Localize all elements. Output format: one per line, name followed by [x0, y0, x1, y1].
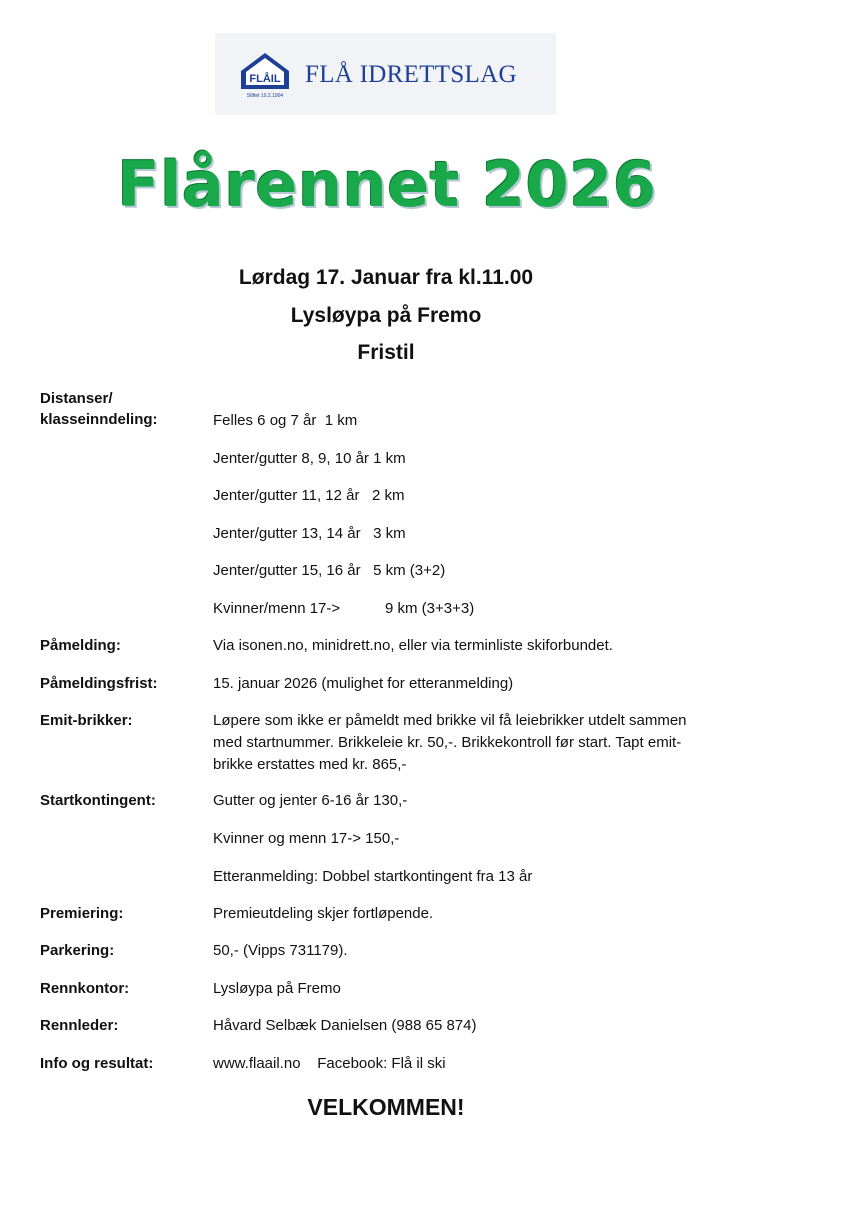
distance-km: 3 km	[373, 525, 406, 542]
distance-class: Kvinner/menn 17->	[213, 600, 341, 617]
pamelding-value: Via isonen.no, minidrett.no, eller via terminliste skiforbundet.	[213, 637, 613, 654]
distances-label-line1: Distanser/	[40, 390, 113, 407]
startkontingent-line3: Etteranmelding: Dobbel startkontingent fra 13 år	[213, 868, 533, 885]
distance-class: Felles 6 og 7 år	[213, 412, 317, 429]
distance-row	[213, 560, 445, 581]
distance-row	[213, 485, 405, 506]
facebook-link[interactable]: Facebook: Flå il ski	[317, 1055, 446, 1072]
distance-class: Jenter/gutter 15, 16 år	[213, 562, 361, 579]
distance-class: Jenter/gutter 8, 9, 10 år	[213, 450, 369, 467]
distance-km: 2 km	[372, 487, 405, 504]
founded-text: Stiftet 10.2.1904	[246, 93, 284, 99]
emit-line3: brikke erstattes med kr. 865,-	[213, 756, 407, 773]
rennleder-label: Rennleder:	[40, 1017, 119, 1034]
premiering-value: Premieutdeling skjer fortløpende.	[213, 905, 434, 922]
emit-line2: med startnummer. Brikkeleie kr. 50,-. Brikkekontroll før start. Tapt emit-	[213, 734, 682, 751]
event-title: Flårennet 2026	[117, 148, 657, 221]
distance-class: Jenter/gutter 13, 14 år	[213, 525, 361, 542]
club-name: FLÅ IDRETTSLAG	[305, 61, 517, 88]
club-emblem-icon	[237, 49, 293, 99]
emblem-text: FLÅIL	[249, 73, 281, 85]
premiering-label: Premiering:	[40, 905, 124, 922]
distance-row	[213, 410, 357, 431]
resultat-value	[213, 1053, 446, 1074]
distance-class: Jenter/gutter 11, 12 år	[213, 487, 360, 504]
event-style: Fristil	[357, 341, 415, 364]
startkontingent-line2: Kvinner og menn 17-> 150,-	[213, 830, 400, 847]
distance-row	[213, 448, 406, 469]
emit-line1: Løpere som ikke er påmeldt med brikke vil få leiebrikker utdelt sammen	[213, 712, 687, 729]
frist-value: 15. januar 2026 (mulighet for etteranmelding)	[213, 675, 514, 692]
website-link[interactable]: www.flaail.no	[213, 1055, 301, 1072]
event-date: Lørdag 17. Januar fra kl.11.00	[238, 266, 534, 289]
rennleder-value: Håvard Selbæk Danielsen (988 65 874)	[213, 1017, 477, 1034]
distance-row	[213, 523, 406, 544]
rennkontor-label: Rennkontor:	[40, 980, 130, 997]
distance-km: 9 km (3+3+3)	[385, 600, 475, 617]
distance-km: 1 km	[324, 412, 358, 429]
event-venue: Lysløypa på Fremo	[290, 304, 482, 327]
distance-row	[213, 598, 474, 619]
emit-label: Emit-brikker:	[40, 712, 133, 729]
distances-label-line2: klasseinndeling:	[40, 411, 158, 428]
resultat-label: Info og resultat:	[40, 1055, 154, 1072]
parkering-value: 50,- (Vipps 731179).	[213, 942, 348, 959]
club-logo	[215, 33, 556, 115]
parkering-label: Parkering:	[40, 942, 115, 959]
welcome-text: VELKOMMEN!	[307, 1094, 465, 1120]
startkontingent-label: Startkontingent:	[40, 792, 156, 809]
rennkontor-value: Lysløypa på Fremo	[213, 980, 341, 997]
startkontingent-line1: Gutter og jenter 6-16 år 130,-	[213, 792, 408, 809]
distance-km: 5 km (3+2)	[373, 562, 446, 579]
distance-km: 1 km	[373, 450, 406, 467]
frist-label: Påmeldingsfrist:	[40, 675, 158, 692]
pamelding-label: Påmelding:	[40, 637, 121, 654]
